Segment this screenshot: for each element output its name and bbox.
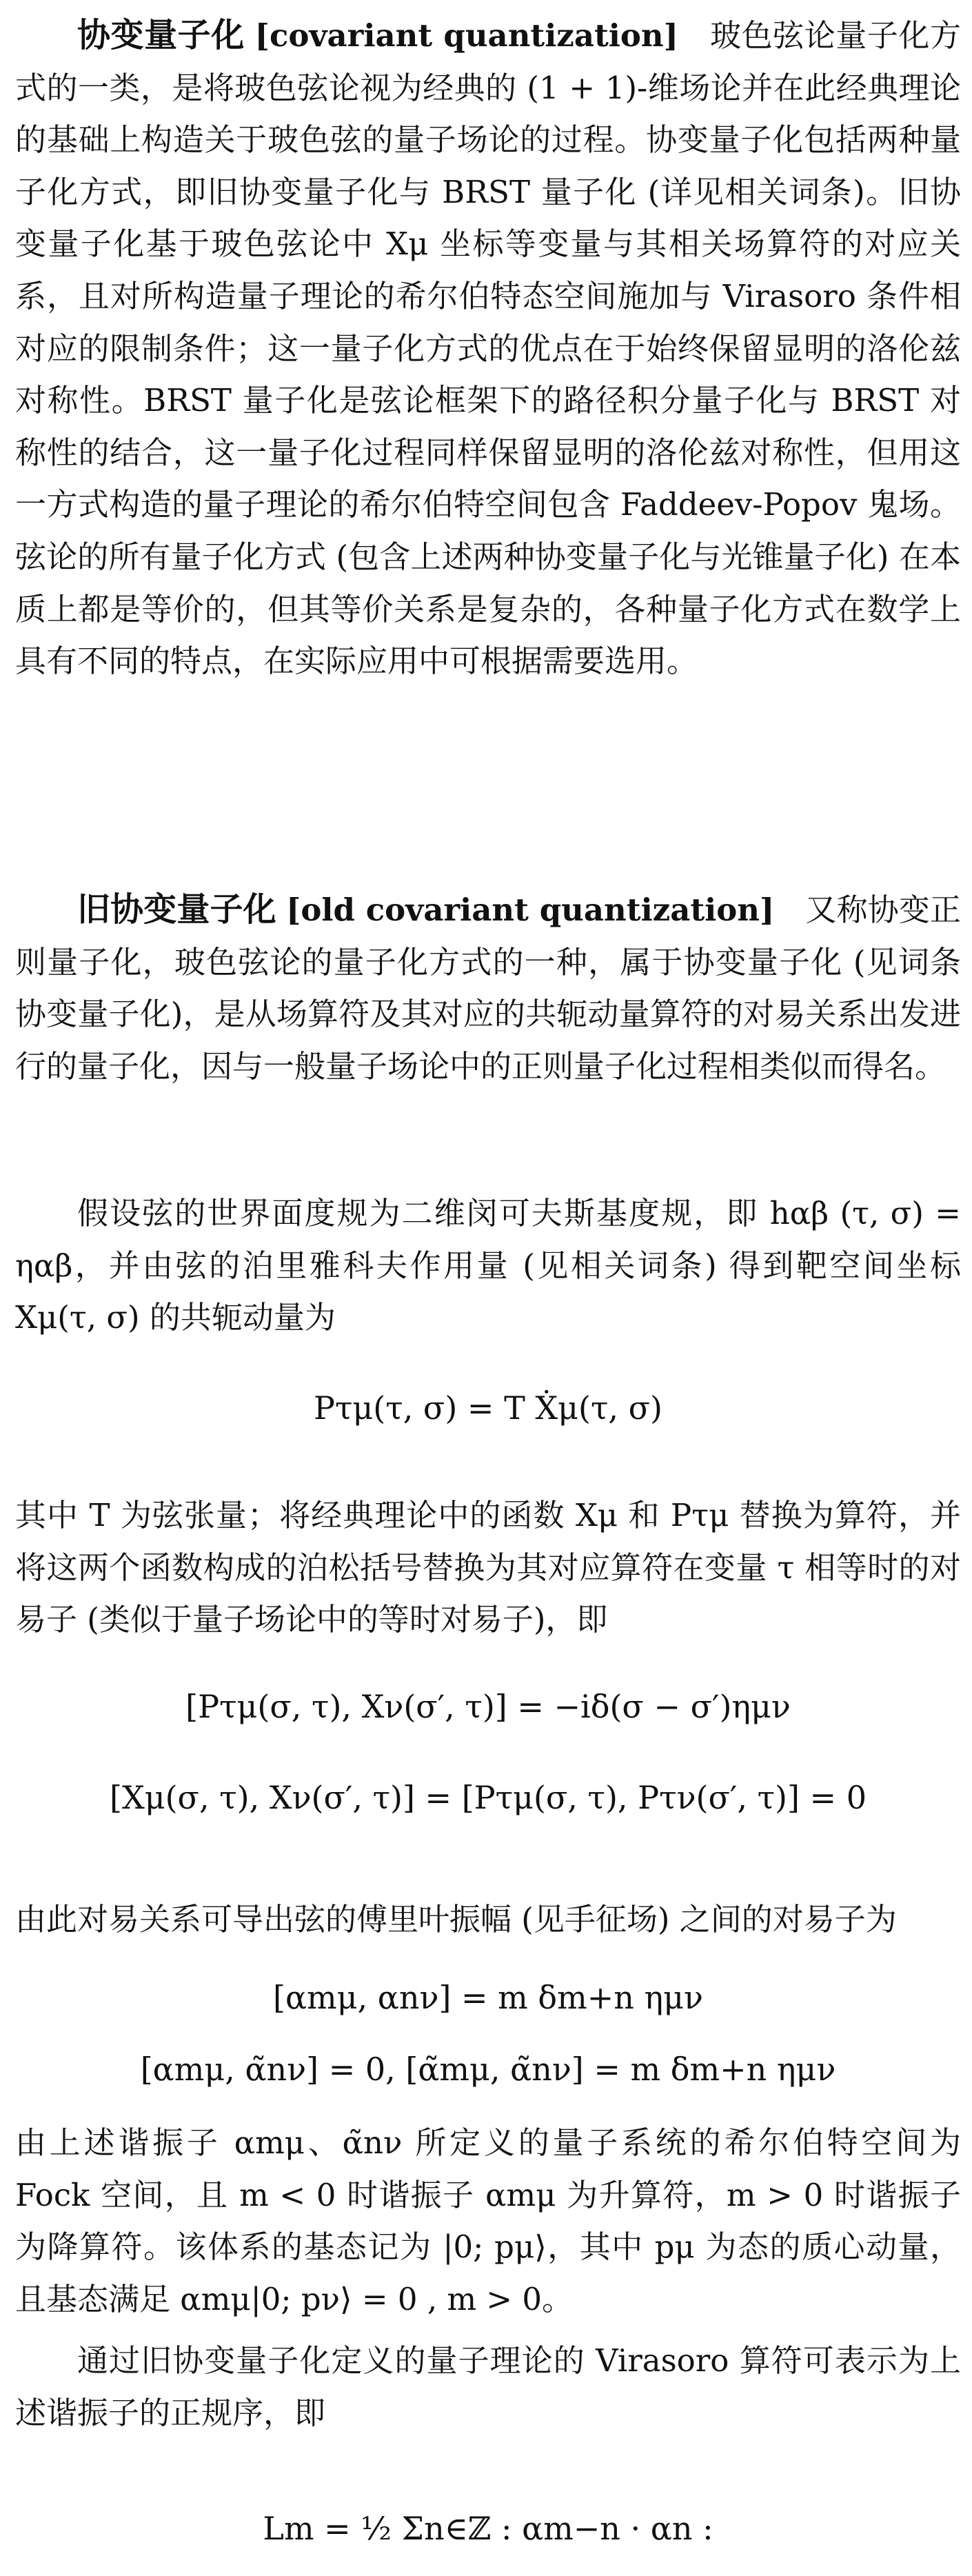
equation-oscillator-commutator: [αmμ, αnν] = m δm+n ημν xyxy=(273,1979,703,2016)
paragraph-fock-space: 由上述谐振子 αmμ、α̃nν 所定义的量子系统的希尔伯特空间为 Fock 空间，且 m < 0 时谐振子 αmμ 为升算符，m > 0 时谐振子为降算符。该体系的基态记为 |0; pμ⟩，其中 pμ 为态的质心动量，且基态满足 αmμ|0; pν⟩ = 0 , m > 0。 xyxy=(15,2124,961,2317)
entry-body: 又称协变正则量子化，玻色弦论的量子化方式的一种，属于协变量子化 (见词条协变量子化)，是从场算符及其对应的共轭动量算符的对易关系出发进行的量子化，因与一般量子场论中的正则量子化过程相类似而得名。 xyxy=(15,892,961,1085)
entry-body: 玻色弦论量子化方式的一类，是将玻色弦论视为经典的 (1 + 1)-维场论并在此经典理论的基础上构造关于玻色弦的量子场论的过程。协变量子化包括两种量子化方式，即旧协变量子化与 BRST 量子化 (详见相关词条)。旧协变量子化基于玻色弦论中 Xμ 坐标等变量与其相关场算符的对应关系，且对所构造量子理论的希尔伯特态空间施加与 Virasoro 条件相对应的限制条件；这一量子化方式的优点在于始终保留显明的洛伦兹对称性。BRST 量子化是弦论框架下的路径积分量子化与 BRST 对称性的结合，这一量子化过程同样保留显明的洛伦兹对称性，但用这一方式构造的量子理论的希尔伯特空间包含 Faddeev-Popov 鬼场。弦论的所有量子化方式 (包含上述两种协变量子化与光锥量子化) 在本质上都是等价的，但其等价关系是复杂的，各种量子化方式在数学上具有不同的特点，在实际应用中可根据需要选用。 xyxy=(15,17,961,680)
paragraph-worldsheet-metric: 假设弦的世界面度规为二维闵可夫斯基度规，即 hαβ (τ, σ) = ηαβ，并由弦的泊里雅科夫作用量 (见相关词条) 得到靶空间坐标 Xμ(τ, σ) 的共轭动量为 xyxy=(15,1195,961,1336)
entry-english-term: [covariant quantization] xyxy=(254,17,678,54)
equation-commutator-zero: [Xμ(σ, τ), Xν(σ′, τ)] = [Pτμ(σ, τ), Pτν(σ′, τ)] = 0 xyxy=(110,1779,867,1816)
entry-old-covariant-quantization xyxy=(15,884,961,1092)
entry-term: 旧协变量子化 xyxy=(77,890,276,929)
paragraph-virasoro-operators: 通过旧协变量子化定义的量子理论的 Virasoro 算符可表示为上述谐振子的正规序，即 xyxy=(15,2342,961,2431)
entry-covariant-quantization xyxy=(15,10,961,687)
entry-english-term: [old covariant quantization] xyxy=(286,892,775,928)
paragraph-commutator-replacement: 其中 T 为弦张量；将经典理论中的函数 Xμ 和 Pτμ 替换为算符，并将这两个函数构成的泊松括号替换为其对应算符在变量 τ 相等时的对易子 (类似于量子场论中的等时对易子)，即 xyxy=(15,1497,961,1638)
equation-conjugate-momentum: Pτμ(τ, σ) = T Ẋμ(τ, σ) xyxy=(314,1389,662,1427)
equation-commutator-p-x: [Pτμ(σ, τ), Xν(σ′, τ)] = −iδ(σ − σ′)ημν xyxy=(185,1688,791,1725)
entry-term: 协变量子化 xyxy=(77,16,245,54)
equation-virasoro-operator: Lm = ½ Σn∈ℤ : αm−n · αn : xyxy=(263,2510,713,2547)
equation-oscillator-commutators-2: [αmμ, α̃nν] = 0, [α̃mμ, α̃nν] = m δm+n ημν xyxy=(140,2051,836,2088)
paragraph-fourier-commutators: 由此对易关系可导出弦的傅里叶振幅 (见手征场) 之间的对易子为 xyxy=(15,1901,897,1938)
